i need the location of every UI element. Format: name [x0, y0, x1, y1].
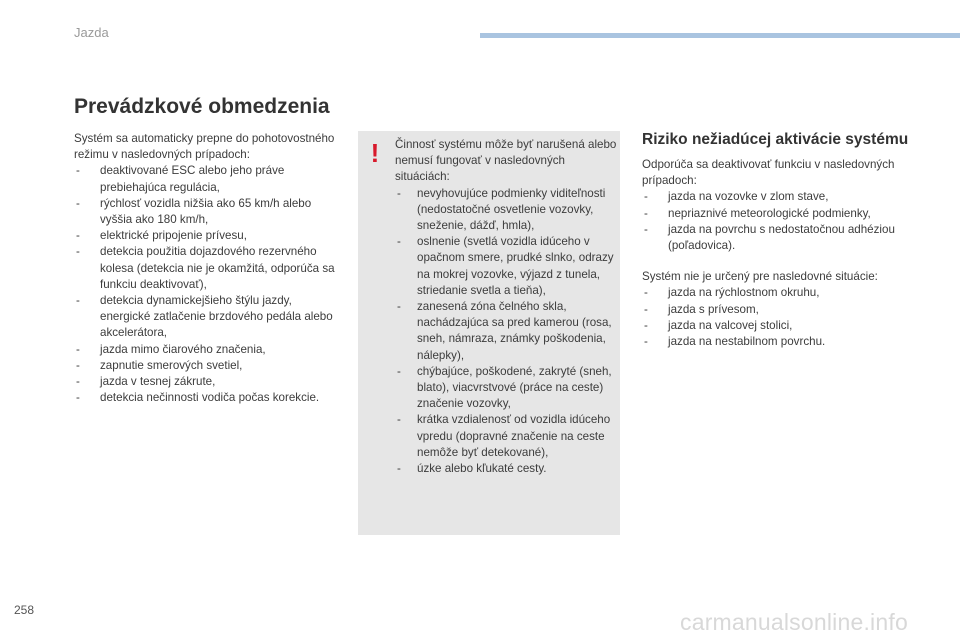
list-item: - zapnutie smerových svetiel,	[74, 358, 336, 374]
right-list	[642, 189, 912, 254]
right-list-2	[642, 285, 912, 350]
warning-box	[358, 131, 620, 535]
list-item: - oslnenie (svetlá vozidla idúceho v opačnom smere, prudké slnko, odrazy na mokrej vozovke, výjazd z tunela, striedanie svetla a tieňa),	[395, 234, 617, 299]
list-item: - jazda na povrchu s nedostatočnou adhéziou (poľadovica).	[642, 222, 912, 254]
list-item: - zanesená zóna čelného skla, nachádzajúca sa pred kamerou (rosa, sneh, námraza, známky poškodenia, nálepky),	[395, 299, 617, 364]
left-intro: Systém sa automaticky prepne do pohotovostného režimu v nasledovných prípadoch:	[74, 132, 335, 162]
list-item: - deaktivované ESC alebo jeho práve prebiehajúca regulácia,	[74, 163, 336, 195]
list-item: - chýbajúce, poškodené, zakryté (sneh, blato), viacvrstvové (práce na ceste) značenie vozovky,	[395, 364, 617, 413]
right-heading: Riziko nežiadúcej aktivácie systému	[642, 131, 909, 148]
warning-text	[395, 137, 617, 477]
right-intro: Odporúča sa deaktivovať funkciu v nasledovných prípadoch:	[642, 158, 895, 188]
warning-intro: Činnosť systému môže byť narušená alebo nemusí fungovať v nasledovných situáciách:	[395, 138, 617, 184]
list-item: - jazda na vozovke v zlom stave,	[642, 189, 912, 205]
list-item: - detekcia nečinnosti vodiča počas korekcie.	[74, 390, 336, 406]
header-accent-bar	[480, 33, 960, 38]
right-intro-2: Systém nie je určený pre nasledovné situácie:	[642, 270, 878, 284]
list-item: - jazda s prívesom,	[642, 302, 912, 318]
list-item: - detekcia použitia dojazdového rezervného kolesa (detekcia nie je okamžitá, odporúča sa funkciu deaktivovať),	[74, 244, 336, 293]
left-column	[74, 131, 336, 406]
list-item: - rýchlosť vozidla nižšia ako 65 km/h alebo vyššia ako 180 km/h,	[74, 196, 336, 228]
list-item: - krátka vzdialenosť od vozidla idúceho vpredu (dopravné značenie na ceste nemôže byť detekované),	[395, 412, 617, 461]
list-item: - nepriaznivé meteorologické podmienky,	[642, 206, 912, 222]
list-item: - detekcia dynamickejšieho štýlu jazdy, energické zatlačenie brzdového pedála alebo akcelerátora,	[74, 293, 336, 342]
exclamation-warning-icon: !	[370, 138, 380, 168]
list-item: - úzke alebo kľukaté cesty.	[395, 461, 617, 477]
right-column	[642, 131, 912, 350]
watermark: carmanualsonline.info	[680, 609, 908, 635]
list-item: - jazda na valcovej stolici,	[642, 318, 912, 334]
left-list	[74, 163, 336, 406]
warning-list	[395, 186, 617, 478]
list-item: - jazda v tesnej zákrute,	[74, 374, 336, 390]
list-item: - elektrické pripojenie prívesu,	[74, 228, 336, 244]
chapter-title: Jazda	[74, 25, 109, 40]
list-item: - jazda na rýchlostnom okruhu,	[642, 285, 912, 301]
spacer	[642, 254, 912, 269]
section-title: Prevádzkové obmedzenia	[74, 95, 330, 118]
page-number: 258	[13, 603, 35, 617]
list-item: - jazda na nestabilnom povrchu.	[642, 334, 912, 350]
list-item: - jazda mimo čiarového značenia,	[74, 342, 336, 358]
list-item: - nevyhovujúce podmienky viditeľnosti (nedostatočné osvetlenie vozovky, sneženie, dážď, hmla),	[395, 186, 617, 235]
